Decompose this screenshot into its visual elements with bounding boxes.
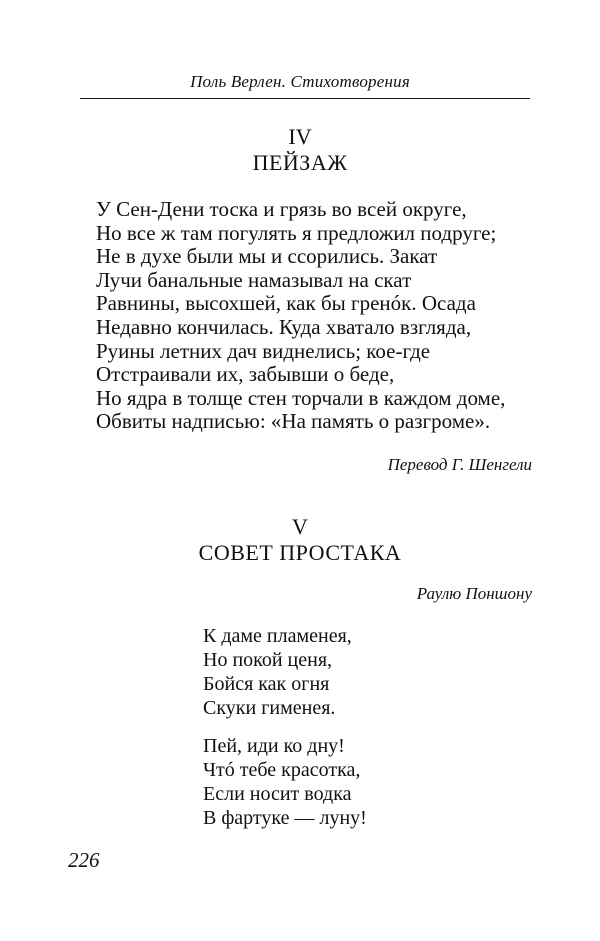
page-number: 226	[68, 848, 100, 872]
verse-line: Не в духе были мы и ссорились. Закат	[96, 244, 438, 269]
poem-v-stanza-1	[203, 624, 463, 720]
verse-line: У Сен-Дени тоска и грязь во всей округе,	[96, 197, 467, 221]
verse-line: Бойся как огня	[203, 673, 330, 695]
verse-line: Обвиты надписью: «На память о разгроме».	[96, 409, 491, 434]
verse-line: Чтó тебе красотка,	[203, 759, 361, 781]
verse-line: Недавно кончилась. Куда хватало взгляда,	[96, 314, 472, 339]
verse-line: Лучи банальные намазывал на скат	[96, 267, 412, 292]
verse-line: Но все ж там погулять я предложил подруге;	[96, 220, 497, 245]
verse-line: Равнины, высохшей, как бы гренóк. Осада	[96, 291, 476, 316]
verse-line: Пей, иди ко дну!	[203, 735, 345, 757]
verse-line: К даме пламенея,	[203, 625, 352, 647]
poem-v-numeral: V	[292, 514, 308, 539]
poem-iv-numeral: IV	[288, 124, 312, 149]
poem-v-stanza-2	[203, 734, 463, 830]
verse-line: Скуки гименея.	[203, 697, 336, 719]
verse-line: Руины летних дач виднелись; кое-где	[96, 338, 431, 363]
verse-line: В фартуке — луну!	[203, 807, 367, 829]
running-head: Поль Верлен. Стихотворения	[190, 72, 410, 91]
verse-line: Если носит водка	[203, 783, 352, 805]
poem-iv-title: ПЕЙЗАЖ	[252, 150, 348, 175]
verse-line: Но ядра в толще стен торчали в каждом доме,	[96, 385, 506, 410]
translator-credit: Перевод Г. Шенгели	[387, 455, 532, 474]
verse-line: Но покой ценя,	[203, 649, 333, 671]
header-rule	[80, 98, 530, 99]
poem-v-title: СОВЕТ ПРОСТАКА	[198, 540, 402, 565]
poem-iv-text	[96, 198, 536, 434]
dedication: Раулю Поншону	[416, 584, 532, 603]
verse-line: Отстраивали их, забывши о беде,	[96, 362, 395, 387]
